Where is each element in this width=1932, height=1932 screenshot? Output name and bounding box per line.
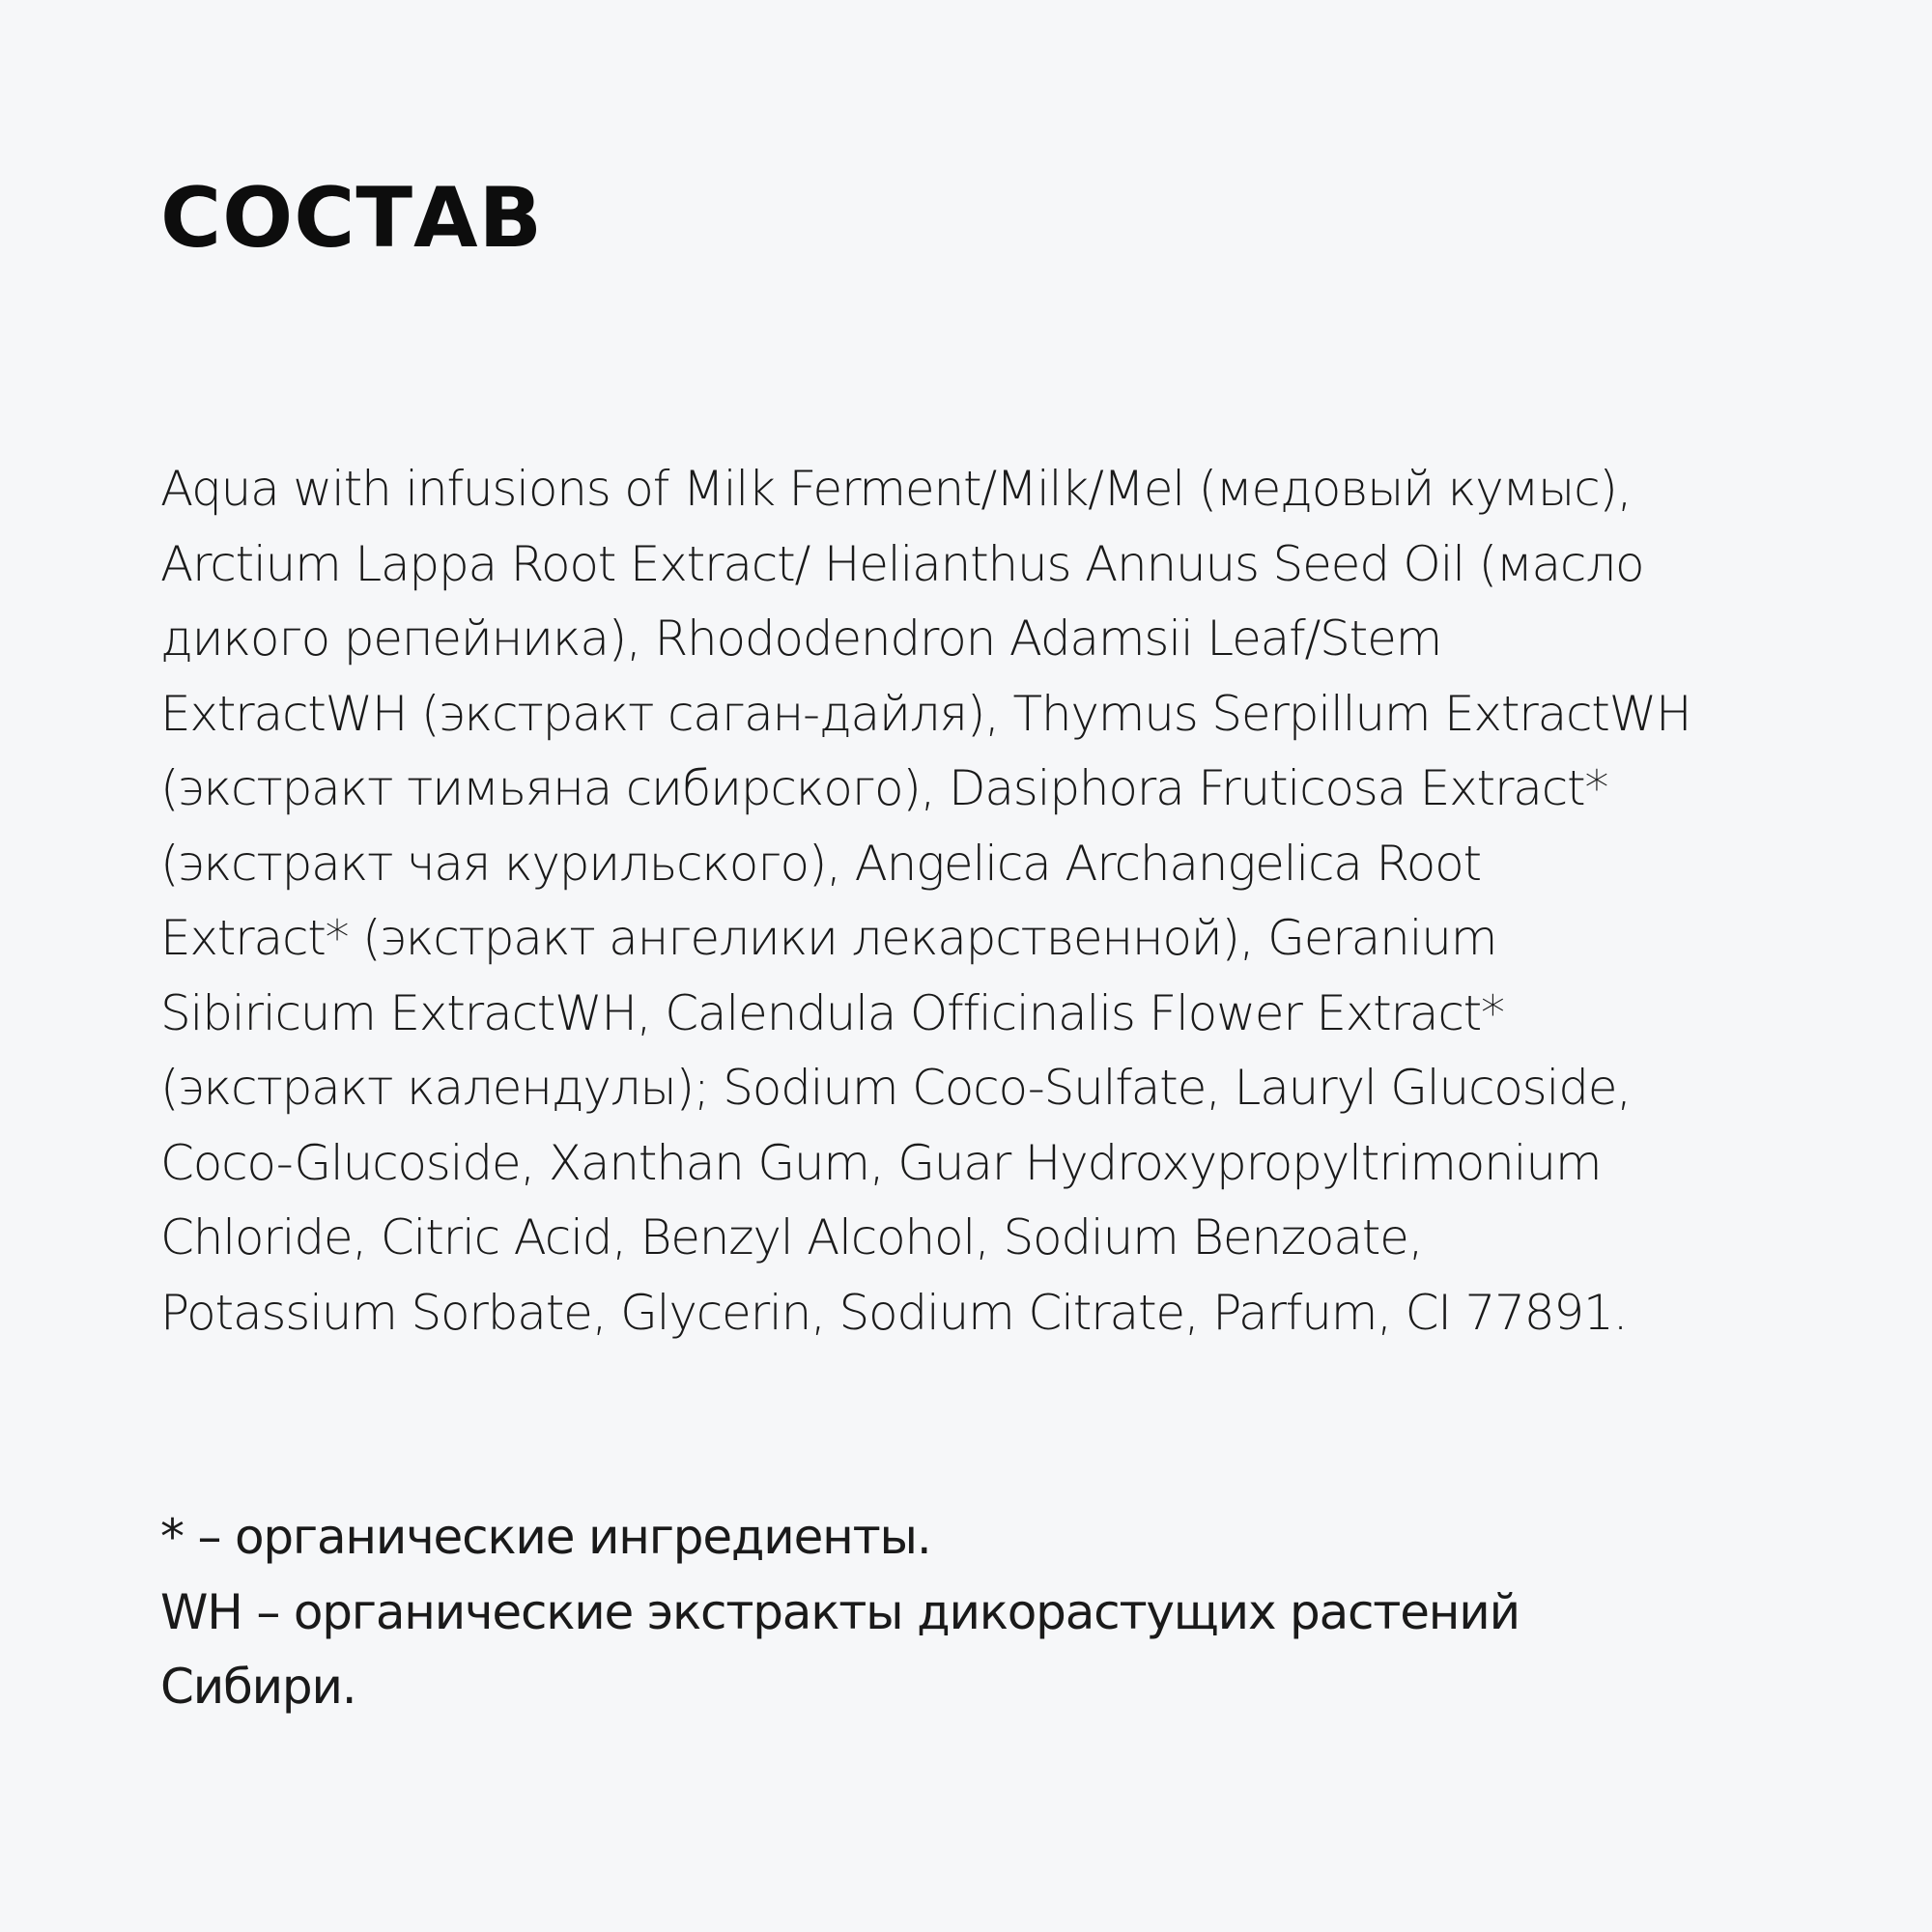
ingredients-line: Coco-Glucoside, Xanthan Gum, Guar Hydroxypropyltrimonium <box>160 1134 1602 1191</box>
ingredients-line: Arctium Lappa Root Extract/ Helianthus Annuus Seed Oil (масло <box>160 535 1644 592</box>
footnotes <box>160 1500 1822 1725</box>
ingredients-line: (экстракт чая курильского), Angelica Archangelica Root <box>160 835 1481 892</box>
page-title: СОСТАВ <box>160 170 544 267</box>
ingredients-line: Potassium Sorbate, Glycerin, Sodium Citrate, Parfum, CI 77891. <box>160 1284 1628 1341</box>
ingredients-line: Chloride, Citric Acid, Benzyl Alcohol, Sodium Benzoate, <box>160 1209 1423 1265</box>
ingredients-line: Extract* (экстракт ангелики лекарственной), Geranium <box>160 910 1497 966</box>
ingredients-line: (экстракт тимьяна сибирского), Dasiphora Fruticosa Extract* <box>160 760 1608 816</box>
footnote-wild-harvest-continued: Сибири. <box>160 1659 356 1715</box>
footnote-wild-harvest: WH – органические экстракты дикорастущих растений <box>160 1583 1520 1640</box>
ingredients-list <box>160 452 1822 1350</box>
ingredients-line: Aqua with infusions of Milk Ferment/Milk/Mel (медовый кумыс), <box>160 461 1632 517</box>
ingredients-line: (экстракт календулы); Sodium Coco-Sulfate, Lauryl Glucoside, <box>160 1060 1631 1116</box>
ingredients-line: дикого репейника), Rhododendron Adamsii Leaf/Stem <box>160 611 1442 667</box>
ingredients-line: ExtractWH (экстракт саган-дайля), Thymus Serpillum ExtractWH <box>160 685 1691 742</box>
footnote-organic: * – органические ингредиенты. <box>160 1509 931 1565</box>
ingredients-line: Sibiricum ExtractWH, Calendula Officinalis Flower Extract* <box>160 984 1504 1041</box>
